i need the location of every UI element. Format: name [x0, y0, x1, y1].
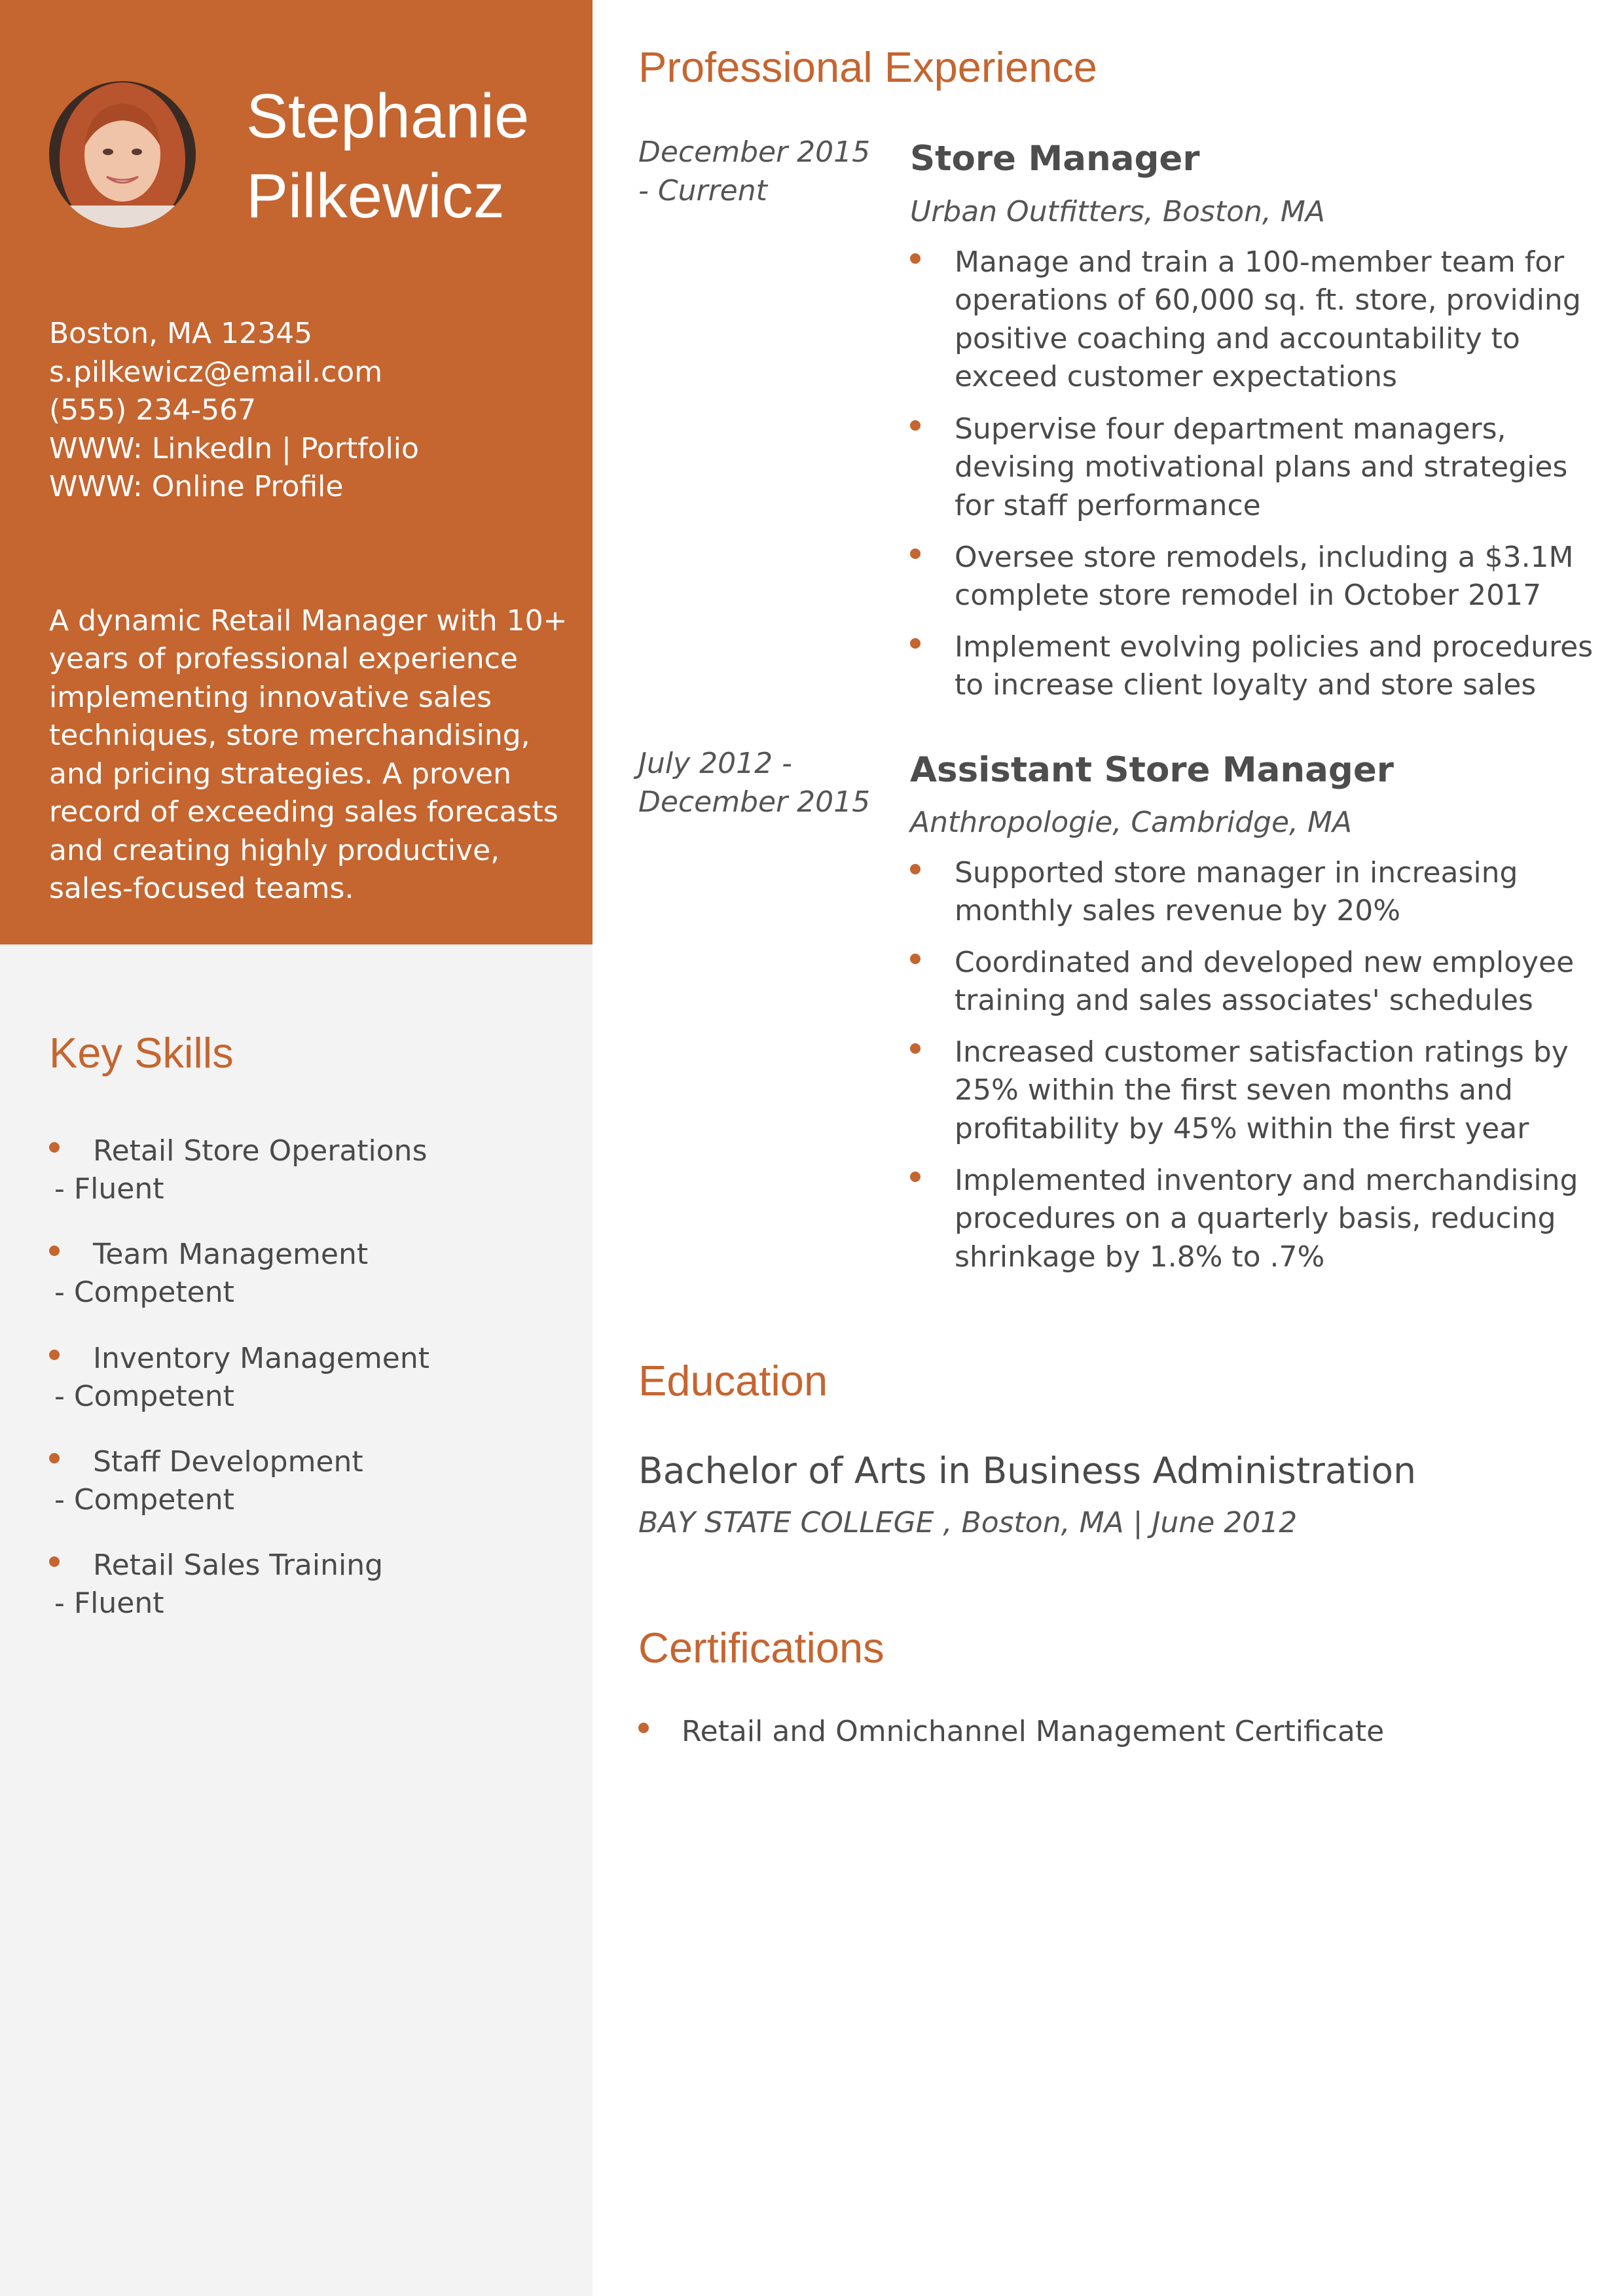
bullet-dot-icon: [49, 1246, 60, 1256]
job-bullet-line: exceed customer expectations: [955, 360, 1397, 393]
job-date: December 2015: [638, 135, 871, 169]
skill-name: Team Management: [93, 1238, 369, 1271]
job-bullet-line: to increase client loyalty and store sales: [955, 668, 1537, 702]
job-bullet-line: shrinkage by 1.8% to .7%: [955, 1240, 1325, 1274]
bullet-dot-icon: [638, 1723, 649, 1733]
skill-level: - Fluent: [54, 1172, 164, 1206]
job-date: July 2012 -: [638, 747, 792, 780]
skill-level: - Competent: [54, 1380, 234, 1413]
contact-email[interactable]: s.pilkewicz@email.com: [49, 355, 383, 389]
job-bullet-line: Supervise four department managers,: [955, 412, 1506, 446]
bullet-dot-icon: [910, 1172, 921, 1182]
job-bullet-line: operations of 60,000 sq. ft. store, providing: [955, 283, 1581, 317]
contact-links[interactable]: WWW: LinkedIn | Portfolio: [49, 432, 419, 465]
name-first: Stephanie: [246, 81, 530, 151]
job-bullet-line: for staff performance: [955, 489, 1261, 522]
education-school: BAY STATE COLLEGE , Boston, MA | June 2012: [638, 1506, 1298, 1539]
bullet-dot-icon: [910, 548, 921, 559]
skill-level: - Competent: [54, 1483, 234, 1516]
bullet-dot-icon: [49, 1142, 60, 1153]
job-bullet-line: monthly sales revenue by 20%: [955, 894, 1401, 927]
job-title: Store Manager: [910, 139, 1200, 179]
sidebar-header-panel: [0, 0, 593, 944]
job-date: - Current: [638, 174, 767, 207]
job-bullet-line: positive coaching and accountability to: [955, 322, 1520, 355]
job-bullet-line: Increased customer satisfaction ratings by: [955, 1035, 1569, 1069]
experience-heading: Professional Experience: [638, 43, 1097, 91]
skill-level: - Fluent: [54, 1587, 164, 1620]
skill-name: Staff Development: [93, 1445, 363, 1479]
job-bullet-line: procedures on a quarterly basis, reducing: [955, 1202, 1556, 1235]
job-company: Anthropologie, Cambridge, MA: [910, 806, 1353, 839]
certification-item: Retail and Omnichannel Management Certificate: [682, 1715, 1385, 1748]
job-bullet-line: 25% within the first seven months and: [955, 1073, 1513, 1107]
bullet-dot-icon: [49, 1350, 60, 1360]
summary-line: techniques, store merchandising,: [49, 719, 530, 752]
contact-address: Boston, MA 12345: [49, 317, 313, 350]
skills-heading: Key Skills: [49, 1029, 234, 1077]
name-last: Pilkewicz: [246, 161, 505, 231]
bullet-dot-icon: [910, 638, 921, 649]
bullet-dot-icon: [910, 954, 921, 964]
job-bullet-line: Implement evolving policies and procedures: [955, 630, 1594, 664]
job-bullet-line: training and sales associates' schedules: [955, 984, 1533, 1017]
skill-name: Retail Sales Training: [93, 1549, 384, 1582]
job-title: Assistant Store Manager: [910, 750, 1394, 790]
summary-line: record of exceeding sales forecasts: [49, 795, 558, 829]
summary-line: and creating highly productive,: [49, 834, 500, 867]
skill-name: Retail Store Operations: [93, 1134, 428, 1168]
job-bullet-line: Coordinated and developed new employee: [955, 946, 1575, 979]
skill-level: - Competent: [54, 1276, 234, 1309]
certifications-heading: Certifications: [638, 1624, 884, 1672]
summary-line: sales-focused teams.: [49, 872, 354, 905]
education-heading: Education: [638, 1357, 828, 1405]
job-bullet-line: Implemented inventory and merchandising: [955, 1164, 1578, 1197]
bullet-dot-icon: [49, 1556, 60, 1567]
contact-phone: (555) 234-567: [49, 393, 257, 427]
contact-profile[interactable]: WWW: Online Profile: [49, 470, 344, 503]
job-bullet-line: devising motivational plans and strategies: [955, 450, 1568, 484]
job-bullet-line: Manage and train a 100-member team for: [955, 245, 1565, 279]
education-degree: Bachelor of Arts in Business Administration: [638, 1450, 1416, 1492]
summary-line: A dynamic Retail Manager with 10+: [49, 604, 568, 637]
job-bullet-line: Oversee store remodels, including a $3.1M: [955, 541, 1574, 574]
bullet-dot-icon: [49, 1453, 60, 1463]
summary-line: implementing innovative sales: [49, 681, 492, 714]
job-date: December 2015: [638, 785, 871, 819]
bullet-dot-icon: [910, 420, 921, 431]
job-company: Urban Outfitters, Boston, MA: [910, 195, 1325, 228]
job-bullet-line: profitability by 45% within the first year: [955, 1112, 1529, 1145]
summary-line: and pricing strategies. A proven: [49, 757, 511, 791]
bullet-dot-icon: [910, 1043, 921, 1054]
job-bullet-line: Supported store manager in increasing: [955, 856, 1518, 889]
bullet-dot-icon: [910, 864, 921, 874]
summary-line: years of professional experience: [49, 642, 518, 675]
skill-name: Inventory Management: [93, 1342, 429, 1375]
job-bullet-line: complete store remodel in October 2017: [955, 579, 1542, 612]
avatar: [49, 81, 196, 228]
bullet-dot-icon: [910, 253, 921, 264]
